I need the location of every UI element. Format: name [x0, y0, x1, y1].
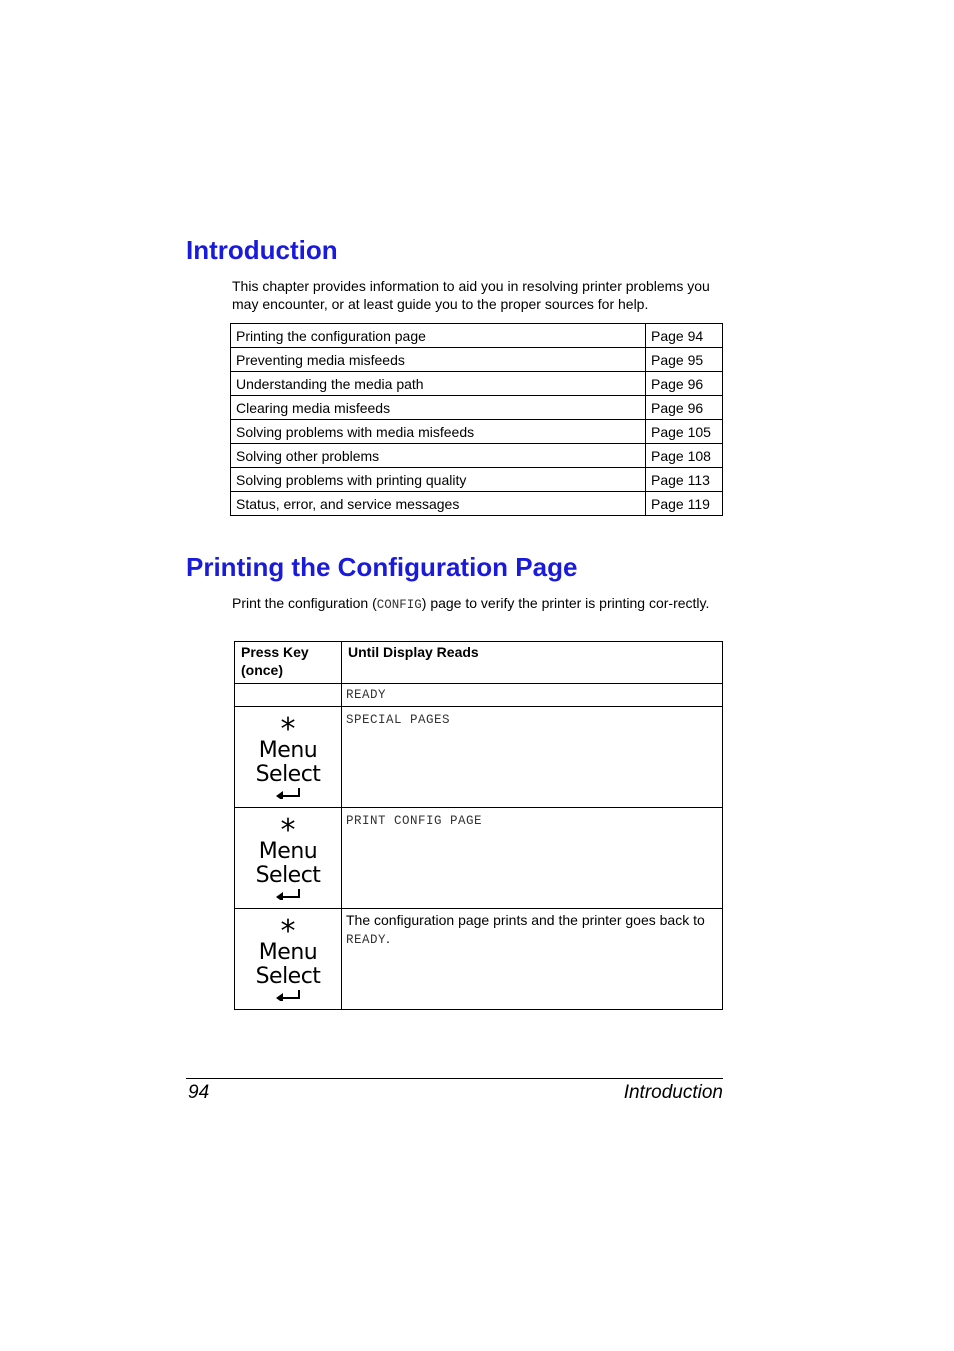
final-step-text: The configuration page prints and the printer goes back to READY. — [342, 909, 723, 1010]
toc-page: Page 96 — [646, 372, 723, 396]
table-row — [231, 420, 723, 444]
menu-select-key-icon: * Menu Select — [253, 716, 323, 799]
toc-page: Page 105 — [646, 420, 723, 444]
footer-section: Introduction — [623, 1082, 723, 1103]
enter-arrow-icon — [275, 990, 301, 1001]
chapter-contents-table — [230, 323, 723, 516]
toc-topic: Understanding the media path — [231, 372, 646, 396]
toc-topic: Clearing media misfeeds — [231, 396, 646, 420]
press-key-header: Press Key (once) — [235, 642, 342, 684]
display-reads-header: Until Display Reads — [342, 642, 723, 684]
enter-arrow-icon — [275, 788, 301, 799]
footer-rule — [186, 1078, 723, 1079]
toc-page: Page 96 — [646, 396, 723, 420]
config-heading: Printing the Configuration Page — [186, 552, 578, 582]
key-sequence-table — [234, 641, 723, 1010]
table-row — [235, 684, 723, 707]
config-code: CONFIG — [376, 598, 422, 612]
table-row — [235, 808, 723, 909]
toc-topic: Status, error, and service messages — [231, 492, 646, 516]
table-row — [235, 909, 723, 1010]
table-row — [231, 396, 723, 420]
toc-topic: Solving problems with media misfeeds — [231, 420, 646, 444]
toc-topic: Preventing media misfeeds — [231, 348, 646, 372]
table-header-row — [235, 642, 723, 684]
config-paragraph: Print the configuration (CONFIG) page to verify the printer is printing cor-rectly. — [232, 595, 710, 612]
display-ready-final: READY — [346, 932, 387, 947]
toc-page: Page 119 — [646, 492, 723, 516]
intro-paragraph: This chapter provides information to aid you in resolving printer problems you may encounter, or at least guide you to the proper sources for help. — [232, 278, 710, 312]
table-row — [231, 444, 723, 468]
toc-page: Page 108 — [646, 444, 723, 468]
table-row — [231, 372, 723, 396]
toc-page: Page 95 — [646, 348, 723, 372]
table-row — [231, 468, 723, 492]
intro-heading: Introduction — [186, 235, 338, 265]
toc-page: Page 113 — [646, 468, 723, 492]
toc-topic: Solving other problems — [231, 444, 646, 468]
table-row — [235, 707, 723, 808]
toc-page: Page 94 — [646, 324, 723, 348]
table-row — [231, 492, 723, 516]
toc-topic: Printing the configuration page — [231, 324, 646, 348]
display-print-config-page: PRINT CONFIG PAGE — [346, 814, 483, 828]
menu-select-key-icon: * Menu Select — [253, 918, 323, 1001]
toc-topic: Solving problems with printing quality — [231, 468, 646, 492]
page-number: 94 — [188, 1082, 210, 1103]
menu-select-key-icon: * Menu Select — [253, 817, 323, 900]
display-special-pages: SPECIAL PAGES — [346, 713, 451, 727]
table-row — [231, 324, 723, 348]
display-ready: READY — [346, 688, 387, 703]
enter-arrow-icon — [275, 889, 301, 900]
table-row — [231, 348, 723, 372]
